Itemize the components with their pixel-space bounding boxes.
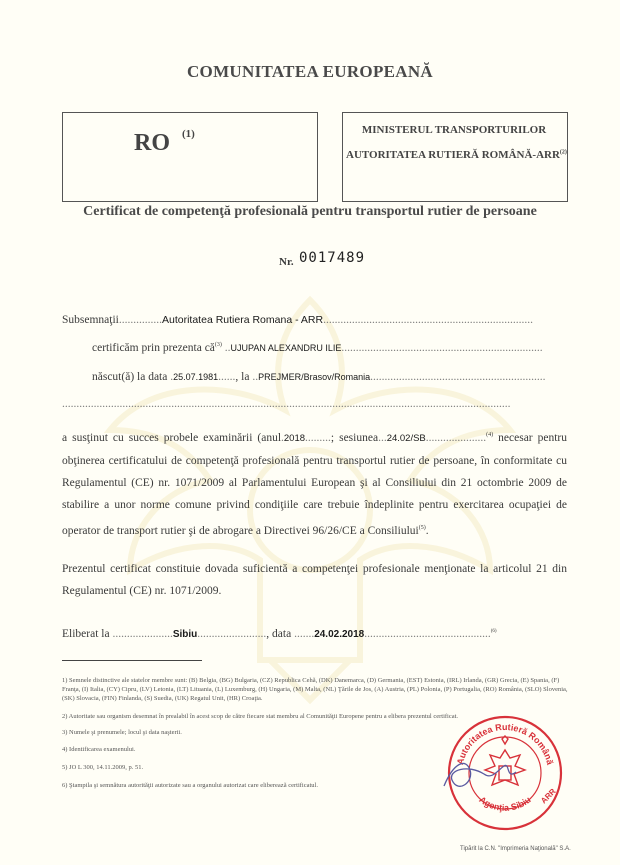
exam-session: 24.02/SB xyxy=(386,432,426,444)
birth-place: PREJMER/Brasov/Romania xyxy=(258,372,371,382)
footnote-divider xyxy=(62,660,202,661)
authority-name: AUTORITATEA RUTIERĂ ROMÂNĂ-ARR$^{(2)}$ xyxy=(346,149,567,161)
subsemnatii-value: Autoritatea Rutiera Romana - ARR xyxy=(162,314,324,326)
header-title: COMUNITATEA EUROPEANĂ xyxy=(186,62,434,81)
la-label: , la xyxy=(235,371,250,383)
authority-note: (2) xyxy=(559,149,567,156)
exam-year: 2018 xyxy=(283,432,306,444)
certificam-line: certificăm prin prezenta $că^{(3)}$ ..UJUPAN ALEXANDRU ILIE...................................................................... xyxy=(92,342,543,354)
statement-paragraph: Prezentul certificat constituie dovada suficientă a competenţei profesionale menţionate la articolul 21 din Regulamentul (CE) nr. 1071/2009. xyxy=(62,563,567,598)
footnote-3: 3) Numele şi prenumele; locul şi data naşterii. xyxy=(62,729,182,736)
country-box xyxy=(62,112,318,202)
name-value: UJUPAN ALEXANDRU ILIE xyxy=(230,343,342,353)
issued-line: Eliberat la .....................Sibiu........................, data .......24.02.2018............................................$^{(6)}$ xyxy=(62,628,497,640)
nascut-line: născut(ă) la data .25.07.1981......, la ..PREJMER/Brasov/Romania............................................................. xyxy=(92,371,546,383)
printed-by: Tipărit la C.N. "Imprimeria Naţională" S.A. xyxy=(460,846,571,852)
footnote-5: 5) JO L 300, 14.11.2009, p. 51. xyxy=(62,764,144,771)
subsemnatii-line: Subsemnaţii...............Autoritatea Rutiera Romana - ARR......................................................................... xyxy=(62,314,533,326)
issued-note: (6) xyxy=(490,629,497,635)
certificam-label: certificăm prin prezenta că xyxy=(92,342,215,354)
certificate-number: 0017489 xyxy=(299,250,366,266)
data-label: , data xyxy=(266,628,292,640)
issued-label: Eliberat la xyxy=(62,628,110,640)
nascut-label: născut(ă) la data xyxy=(92,371,168,383)
certificate-title: Certificat de competenţă profesională pentru transportul rutier de persoane xyxy=(83,204,537,219)
stamp-line3: Agenţia Sibiu xyxy=(477,794,533,813)
birth-date: 25.07.1981 xyxy=(173,372,219,382)
subsemnatii-label: Subsemnaţii xyxy=(62,314,119,326)
official-stamp-icon xyxy=(440,708,570,838)
footnote-6: 6) Ştampila şi semnătura autorităţii autorizate sau a organului autorizat care eliberează certificatul. xyxy=(62,782,318,789)
exam-paragraph: a susţinut cu succes probele examinării (anul.2018.........; sesiunea...24.02/SB.....................$^{(4)}$ necesar pentru obţinerea certificatului de competenţă profesională pentru transportul rutier de persoane, în conformitate cu Regulamentul (CE) nr. 1071/2009 al Parlamentului European şi al Consiliului din 21 octombrie 2009 de stabilire a unor norme comune privind condiţiile care trebuie îndeplinite pentru exercitarea ocupaţiei de operator de transport rutier şi de abrogare a Directivei 96/26/CE a Consiliului$^{(5)}$. xyxy=(62,431,568,537)
blank-dotted-line: ............................................................................................................................................................ xyxy=(62,398,511,410)
ministry-name: MINISTERUL TRANSPORTURILOR xyxy=(361,124,547,136)
stamp-line2: ARR xyxy=(539,786,558,806)
country-code: RO xyxy=(134,130,170,156)
footnote-4: 4) Identificarea examenului. xyxy=(62,746,136,753)
svg-text:Agenţia Sibiu xyxy=(477,794,532,812)
stamp-line1: Autoritatea Rutieră Română xyxy=(454,721,556,766)
country-note: (1) xyxy=(182,128,195,140)
issued-place: Sibiu xyxy=(172,629,198,640)
footnote-1: 1) Semnele distinctive ale statelor membre sunt: (B) Belgia, (BG) Bulgaria, (CZ) Republica Cehă, (DK) Danemarca, (D) Germania, (EST) Estonia, (IRL) Irlanda, (GR) Grecia, (E) Spania, (F) Franţa, (I) Italia, (CY) Cipru, (LV) Letonia, (LT) Lituania, (L) Luxemburg, (H) Ungaria, (M) Malta, (NL) Ţările de Jos, (A) Austria, (PL) Polonia, (P) Portugalia, (RO) România, (SLO) Slovenia, (SK) Slovacia, (FIN) Finlanda, (S) Suedia, (UK) Regatul Unit, (HR) Croaţia. xyxy=(62,677,568,702)
certificam-note: (3) xyxy=(214,342,222,349)
footnote-2: 2) Autoritate sau organism desemnat în prealabil în acest scop de către fiecare stat membru al Comunităţii Europene pentru a elibera prezentul certificat. xyxy=(62,713,459,720)
number-label: Nr. xyxy=(279,256,294,268)
issued-date: 24.02.2018 xyxy=(314,629,365,640)
